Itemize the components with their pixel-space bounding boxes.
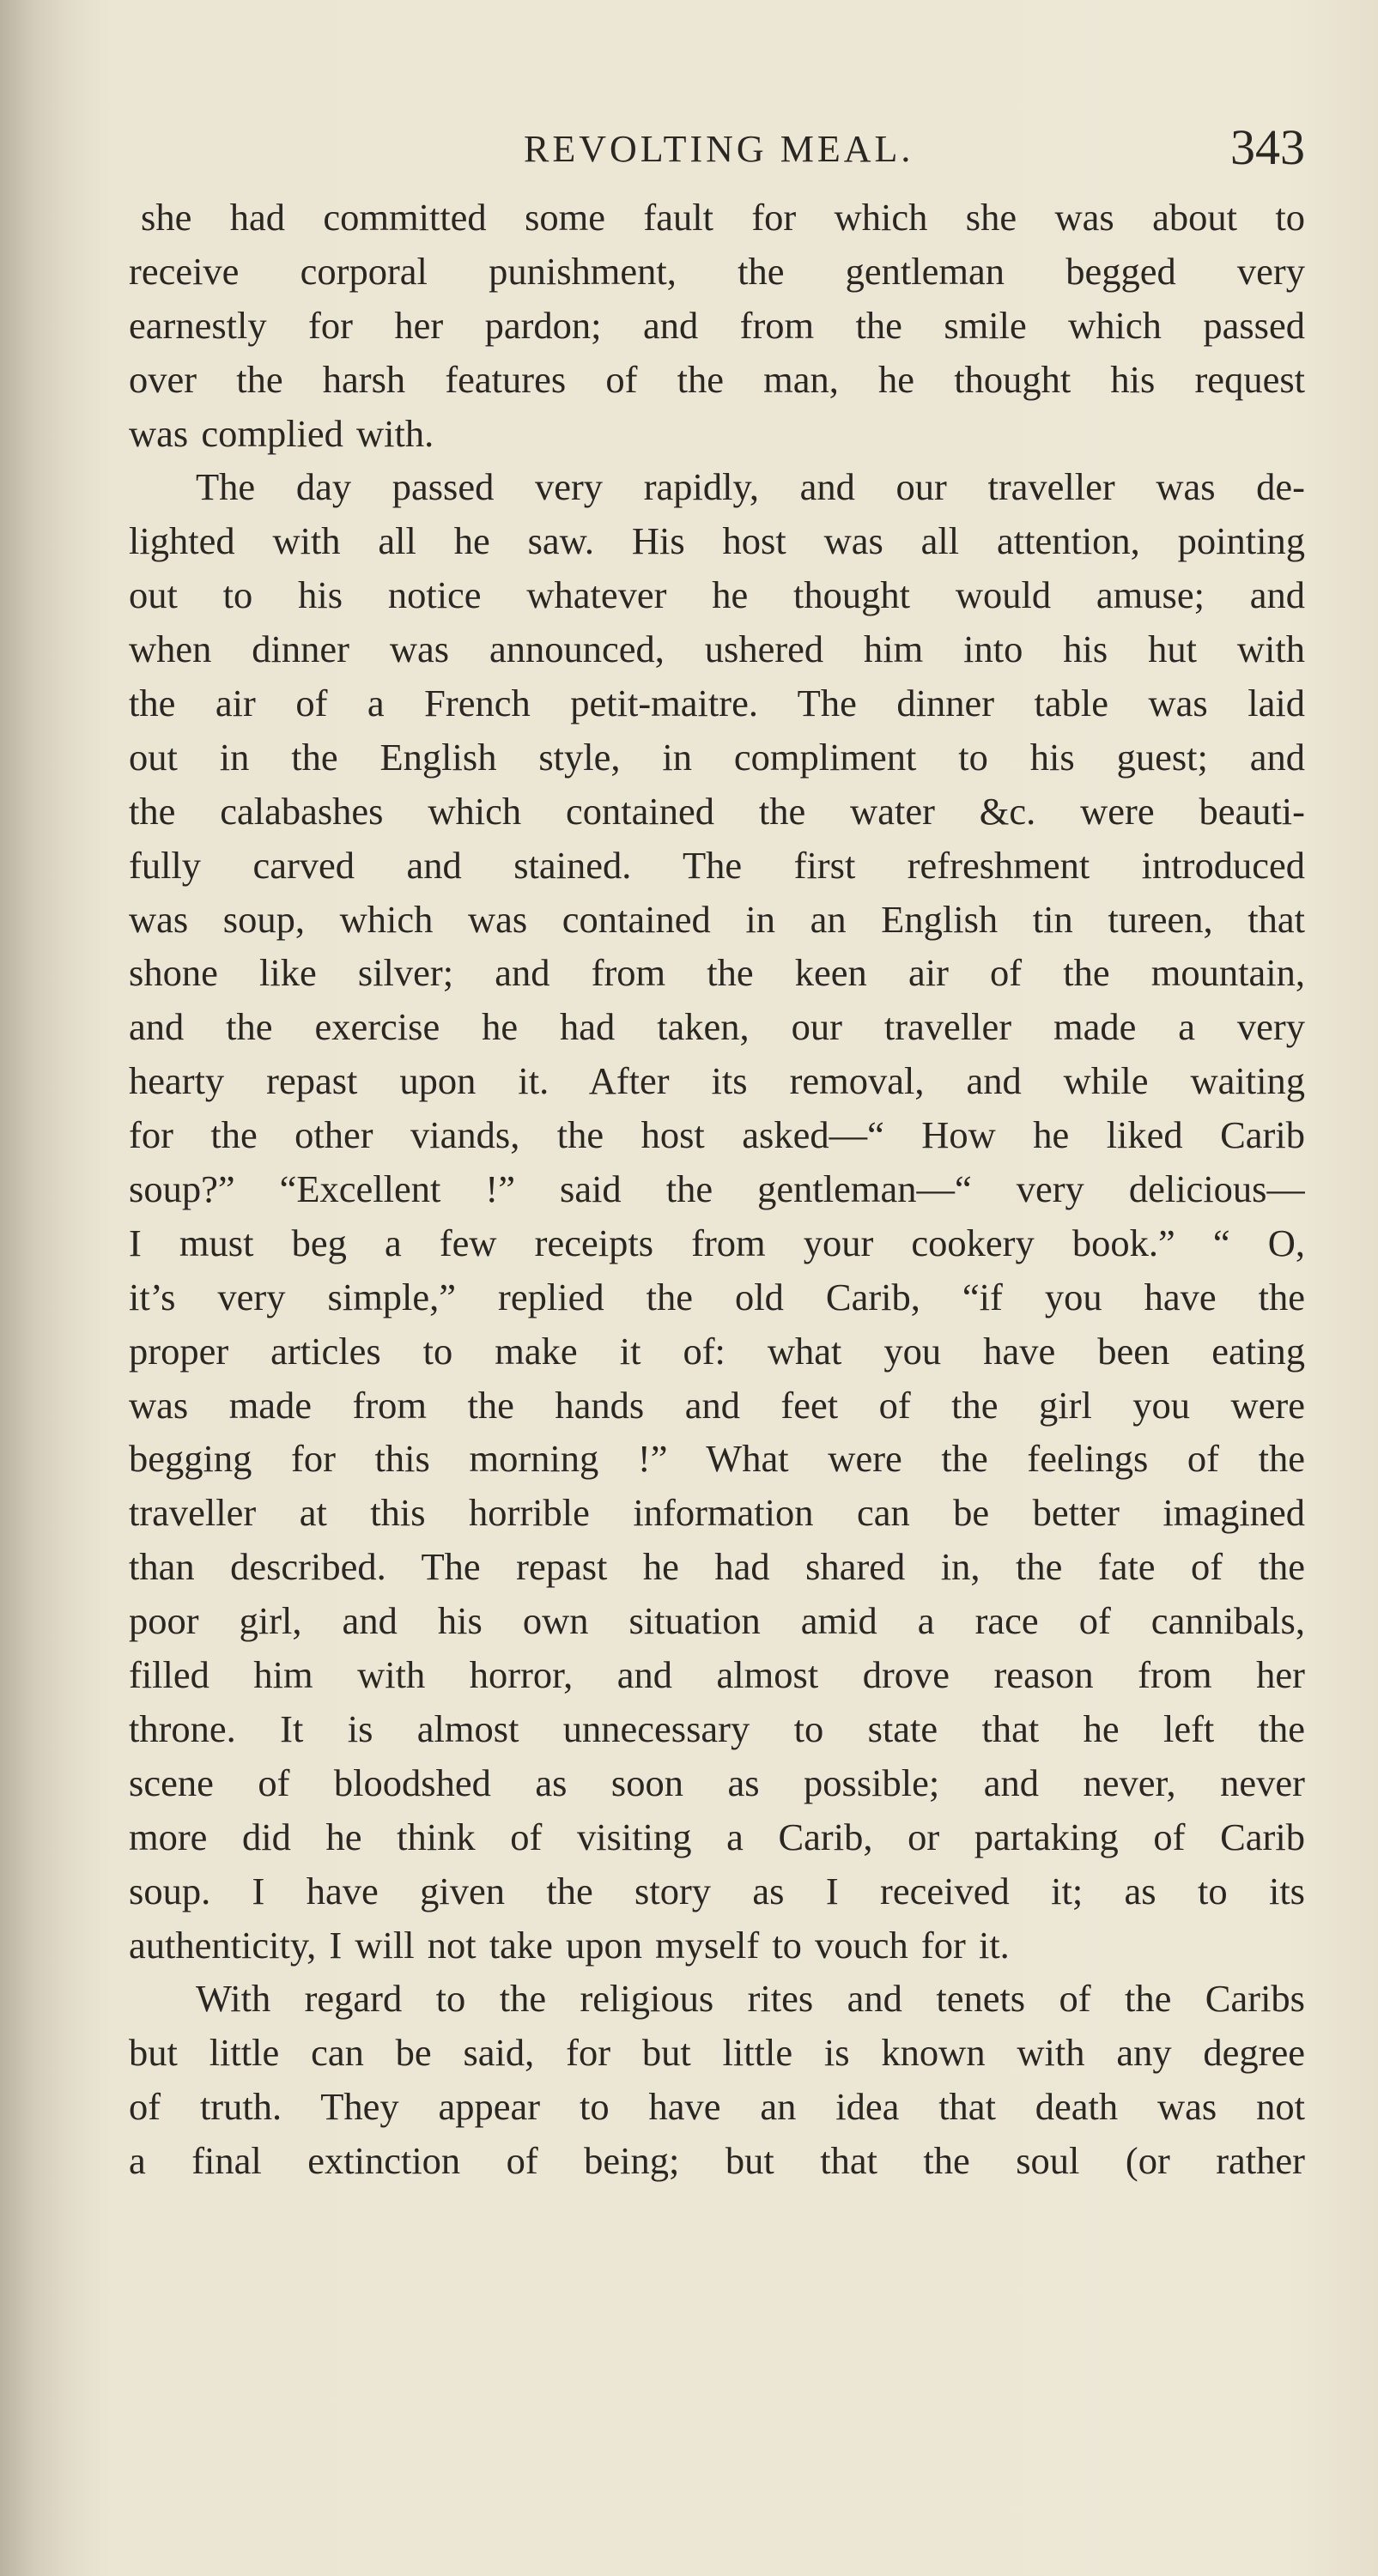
text-line: fully carved and stained. The first refreshment introduced	[129, 843, 1305, 887]
text-line: a final extinction of being; but that the soul (or rather	[129, 2139, 1305, 2183]
body-text	[129, 191, 1305, 2188]
text-line: the air of a French petit-maitre. The dinner table was laid	[129, 682, 1305, 725]
text-line: lighted with all he saw. His host was all attention, pointing	[129, 519, 1305, 563]
text-line: poor girl, and his own situation amid a race of cannibals,	[129, 1599, 1305, 1643]
text-line: was soup, which was contained in an English tin tureen, that	[129, 897, 1305, 941]
text-line: the calabashes which contained the water &c. were beauti-	[129, 789, 1305, 833]
page-gutter-shadow	[0, 0, 112, 2576]
text-line: more did he think of visiting a Carib, or partaking of Carib	[129, 1815, 1305, 1858]
text-line: it’s very simple,” replied the old Carib, “if you have the	[129, 1275, 1305, 1318]
text-line: authenticity, I will not take upon myself to vouch for it.	[129, 1923, 1010, 1967]
text-line: was complied with.	[129, 411, 434, 455]
text-line: out in the English style, in compliment to his guest; and	[129, 735, 1305, 779]
running-title: REVOLTING MEAL.	[524, 128, 914, 170]
text-line: I must beg a few receipts from your cookery book.” “ O,	[129, 1221, 1305, 1264]
text-line: when dinner was announced, ushered him into his hut with	[129, 627, 1305, 671]
page-number: 343	[1230, 119, 1305, 175]
text-line: out to his notice whatever he thought would amuse; and	[129, 573, 1305, 617]
text-line: and the exercise he had taken, our traveller made a very	[129, 1005, 1305, 1049]
text-line: scene of bloodshed as soon as possible; and never, never	[129, 1761, 1305, 1804]
text-line: traveller at this horrible information can be better imagined	[129, 1491, 1305, 1535]
text-line: was made from the hands and feet of the girl you were	[129, 1383, 1305, 1427]
text-line: but little can be said, for but little is known with any degree	[129, 2031, 1305, 2075]
text-line: proper articles to make it of: what you have been eating	[129, 1329, 1305, 1373]
text-line: shone like silver; and from the keen air of the mountain,	[129, 951, 1305, 995]
text-line: of truth. They appear to have an idea that death was not	[129, 2085, 1305, 2129]
text-line: throne. It is almost unnecessary to state that he left the	[129, 1706, 1305, 1750]
text-line: filled him with horror, and almost drove reason from her	[129, 1653, 1305, 1697]
text-line: With regard to the religious rites and tenets of the Caribs	[196, 1977, 1305, 2021]
text-line: over the harsh features of the man, he thought his request	[129, 357, 1305, 401]
text-line: The day passed very rapidly, and our traveller was de-	[196, 465, 1305, 509]
text-line: receive corporal punishment, the gentleman begged very	[129, 249, 1305, 293]
text-line: than described. The repast he had shared in, the fate of the	[129, 1545, 1305, 1589]
text-line: begging for this morning !” What were the feelings of the	[129, 1437, 1305, 1481]
text-line: soup. I have given the story as I received it; as to its	[129, 1869, 1305, 1912]
page-header	[129, 118, 1305, 179]
text-line: soup?” “Excellent !” said the gentleman—“ very delicious—	[129, 1167, 1305, 1211]
text-line: for the other viands, the host asked—“ How he liked Carib	[129, 1113, 1305, 1157]
text-line: hearty repast upon it. After its removal, and while waiting	[129, 1059, 1305, 1103]
text-line: earnestly for her pardon; and from the smile which passed	[129, 303, 1305, 347]
text-line: she had committed some fault for which she was about to	[141, 196, 1305, 239]
